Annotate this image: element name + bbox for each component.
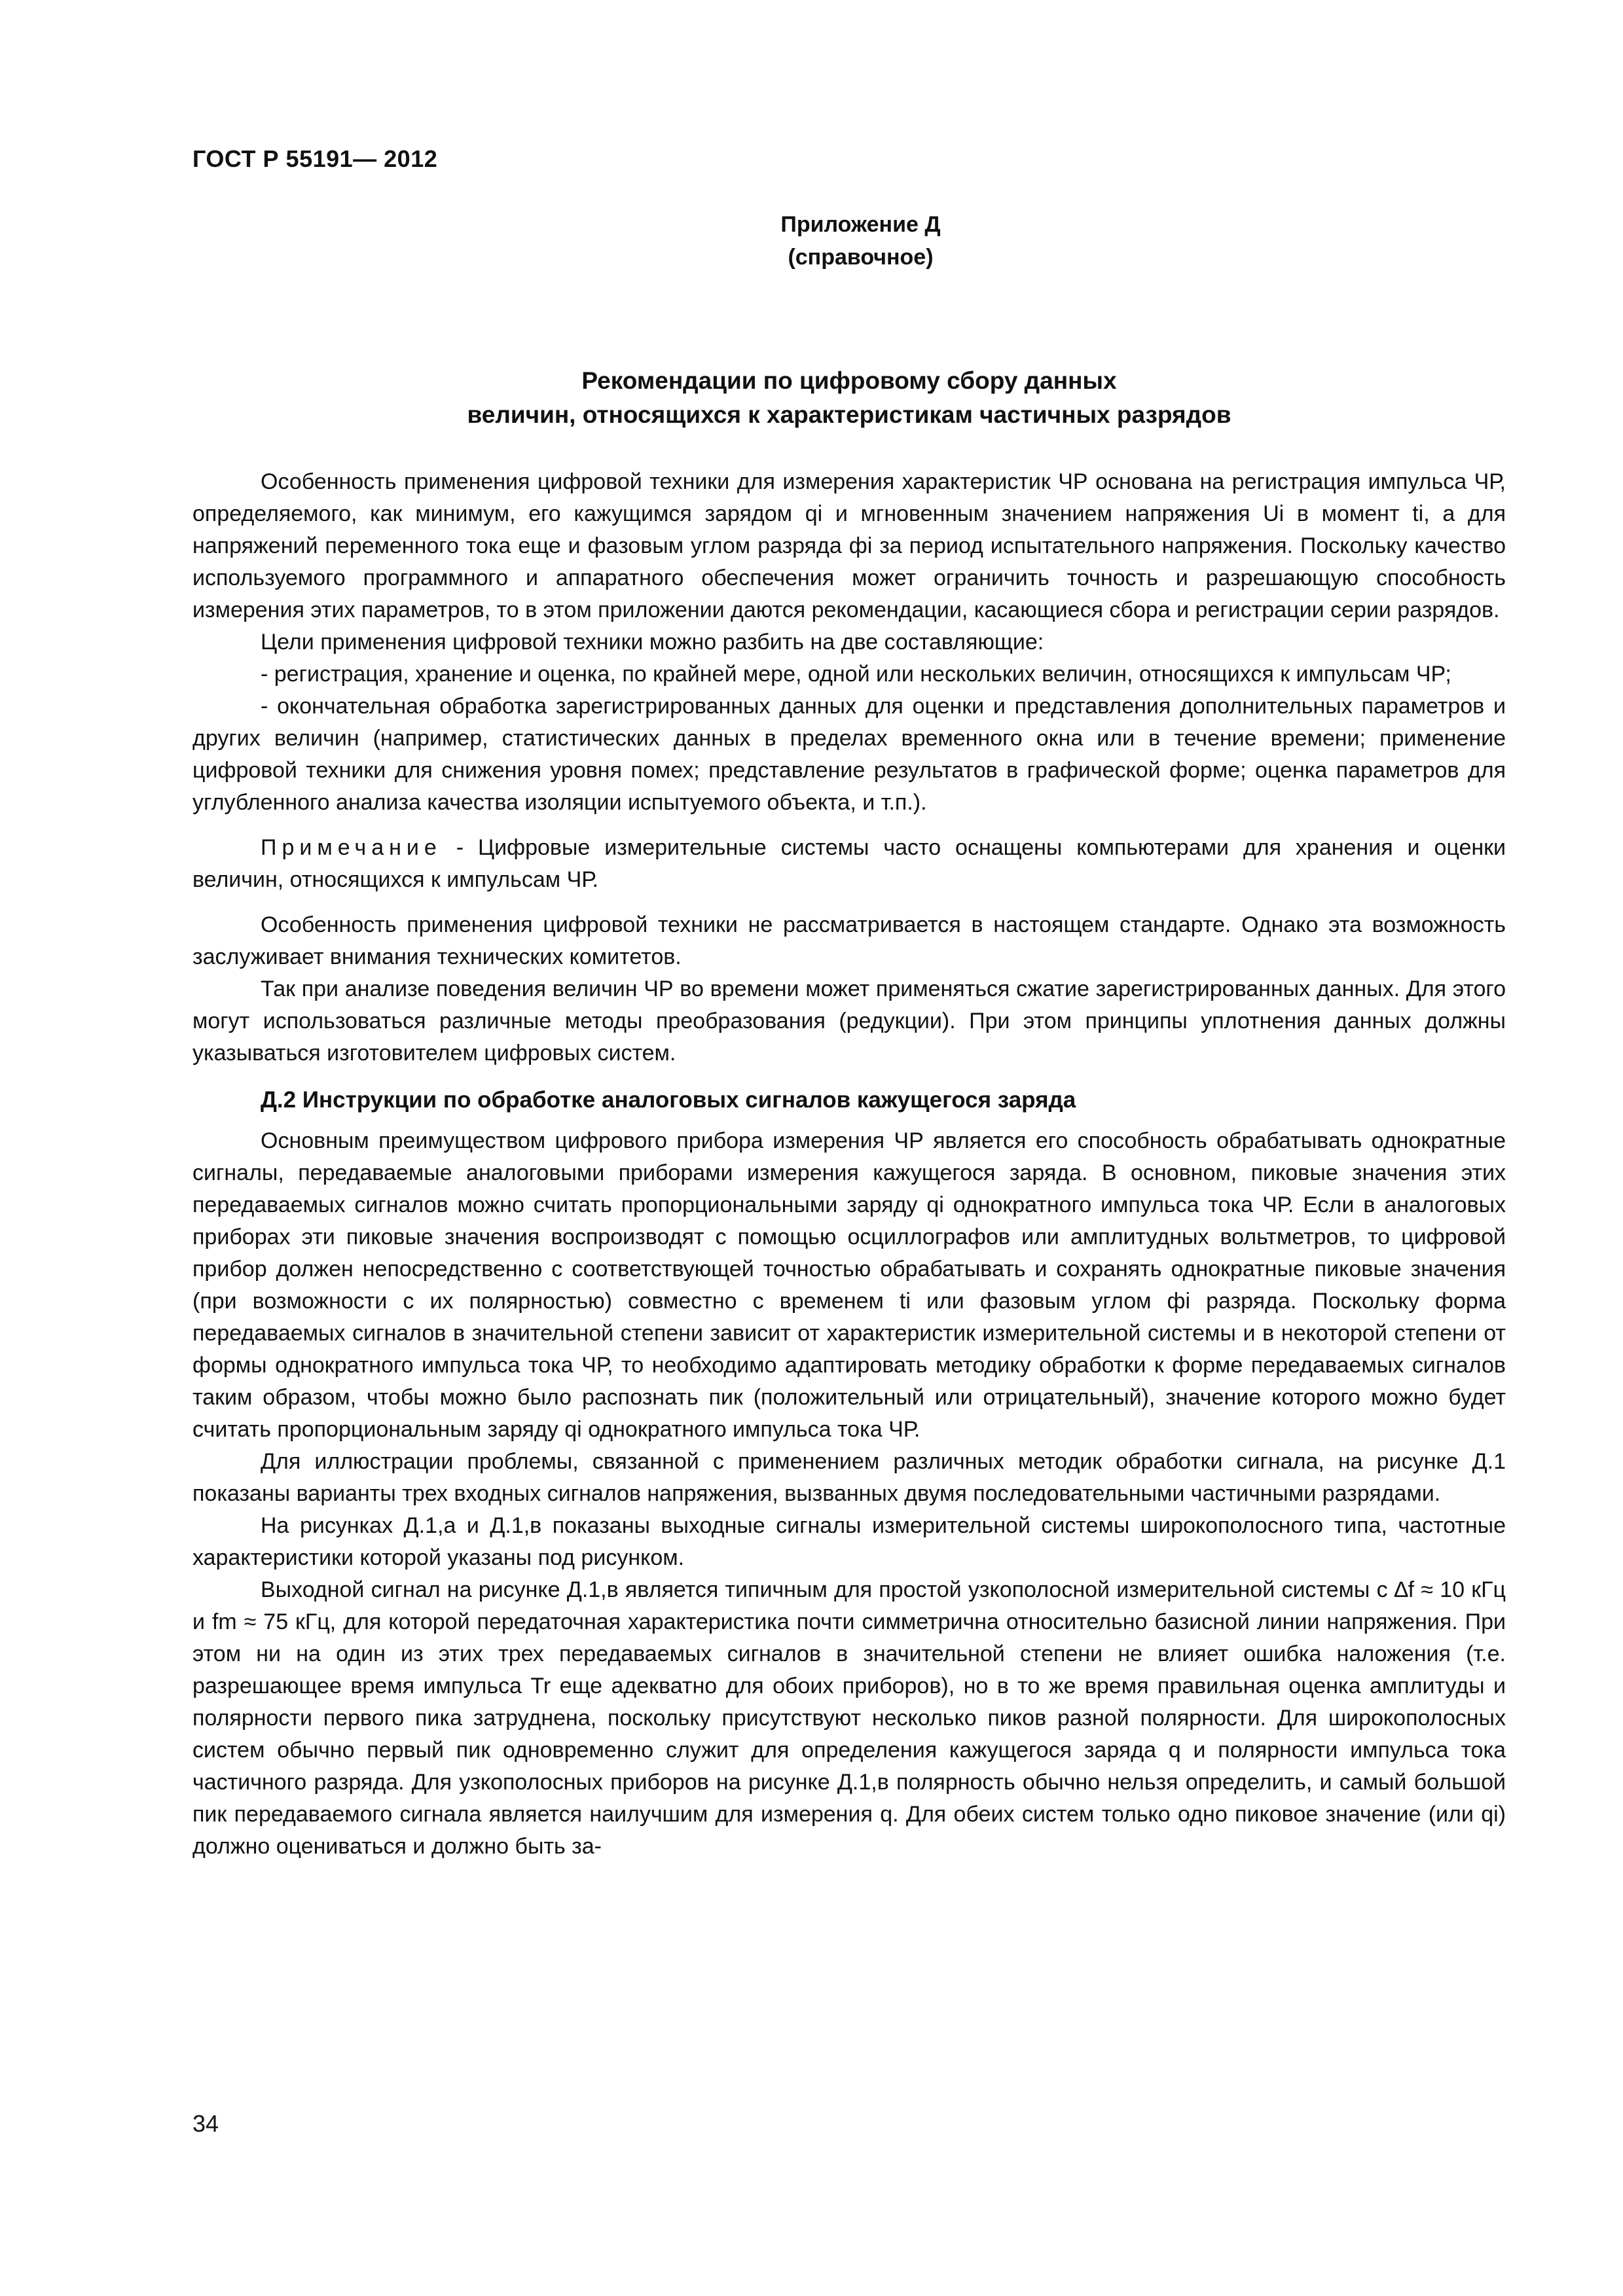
appendix-label: Приложение Д (780, 212, 941, 237)
appendix-type: (справочное) (788, 245, 934, 270)
note-text: - Цифровые измерительные системы часто оснащены компьютерами для хранения и оценки величин, относящихся к импульсам ЧР. (192, 835, 1506, 892)
note (192, 832, 1506, 896)
page-number: 34 (192, 2110, 219, 2137)
document-code: ГОСТ Р 55191— 2012 (192, 145, 438, 172)
paragraph-output-signal: Выходной сигнал на рисунке Д.1,в является типичным для простой узкополосной измерительной системы с ∆f ≈ 10 кГц и fm ≈ 75 кГц, для которой передаточная характеристика почти симметрична относительно базисной линии напряжения. При этом ни на один из этих трех передаваемых сигналов в значительной степени не влияет ошибка наложения (т.е. разрешающее время импульса Tr еще адекватно для обоих приборов), но в то же время правильная оценка амплитуды и полярности первого пика затруднена, поскольку присутствуют несколько пиков разной полярности. Для широкополосных систем обычно первый пик одновременно служит для определения кажущегося заряда q и полярности импульса тока частичного разряда. Для узкополосных приборов на рисунке Д.1,в полярность обычно нельзя определить, и самый большой пик передаваемого сигнала является наилучшим для измерения q. Для обеих систем только одно пиковое значение (или qi) должно оцениваться и должно быть за- (192, 1577, 1506, 1859)
paragraph-compression: Так при анализе поведения величин ЧР во времени может применяться сжатие зарегистрированных данных. Для этого могут использоваться различные методы преобразования (редукции). При этом принципы уплотнения данных должны указываться изготовителем цифровых систем. (192, 977, 1506, 1066)
paragraph-advantage: Основным преимуществом цифрового прибора измерения ЧР является его способность обрабатывать однократные сигналы, передаваемые аналоговыми приборами измерения кажущегося заряда. В основном, пиковые значения этих передаваемых сигналов можно считать пропорциональными заряду qi однократного импульса тока ЧР. Если в аналоговых приборах эти пиковые значения воспроизводят с помощью осциллографов или амплитудных вольтметров, то цифровой прибор должен непосредственно с соответствующей точностью обрабатывать и сохранять однократные пиковые значения (при возможности с их полярностью) совместно с временем ti или фазовым углом фi разряда. Поскольку форма передаваемых сигналов в значительной степени зависит от характеристик измерительной системы и в некоторой степени от формы однократного импульса тока ЧР, то необходимо адаптировать методику обработки к форме передаваемых сигналов таким образом, чтобы можно было распознать пик (положительный или отрицательный), значение которого можно будет считать пропорциональным заряду qi однократного импульса тока ЧР. (192, 1128, 1506, 1442)
paragraph-intro: Особенность применения цифровой техники для измерения характеристик ЧР основана на регистрация импульса ЧР, определяемого, как минимум, его кажущимся зарядом qi и мгновенным значением напряжения Ui в момент ti, а для напряжений переменного тока еще и фазовым углом разряда фi за период испытательного напряжения. Поскольку качество используемого программного и аппаратного обеспечения может ограничить точность и разрешающую способность измерения этих параметров, то в этом приложении даются рекомендации, касающиеся сбора и регистрации серии разрядов. (192, 469, 1506, 622)
paragraph-figures: На рисунках Д.1,а и Д.1,в показаны выходные сигналы измерительной системы широкополосного типа, частотные характеристики которой указаны под рисунком. (192, 1513, 1506, 1570)
section-heading-d2: Д.2 Инструкции по обработке аналоговых сигналов кажущегося заряда (261, 1087, 1076, 1113)
list-item-registration: - регистрация, хранение и оценка, по крайней мере, одной или нескольких величин, относящихся к импульсам ЧР; (261, 662, 1451, 687)
paragraph-illustration: Для иллюстрации проблемы, связанной с применением различных методик обработки сигнала, на рисунке Д.1 показаны варианты трех входных сигналов напряжения, вызванных двумя последовательными частичными разрядами. (192, 1449, 1506, 1506)
paragraph-scope: Особенность применения цифровой техники не рассматривается в настоящем стандарте. Однако эта возможность заслуживает внимания технических комитетов. (192, 912, 1506, 969)
appendix-title (192, 364, 1506, 432)
paragraph-goals: Цели применения цифровой техники можно разбить на две составляющие: (261, 630, 1044, 655)
list-item-processing: - окончательная обработка зарегистрированных данных для оценки и представления дополнительных параметров и других величин (например, статистических данных в пределах временного окна или в течение времени; применение цифровой техники для снижения уровня помех; представление результатов в графической форме; оценка параметров для углубленного анализа качества изоляции испытуемого объекта, и т.п.). (192, 694, 1506, 815)
body-text (192, 466, 1506, 1863)
note-label: Примечание (261, 835, 442, 860)
title-line-1: Рекомендации по цифровому сбору данных (581, 367, 1117, 394)
title-line-2: величин, относящихся к характеристикам частичных разрядов (467, 401, 1231, 428)
appendix-heading (0, 208, 1623, 274)
